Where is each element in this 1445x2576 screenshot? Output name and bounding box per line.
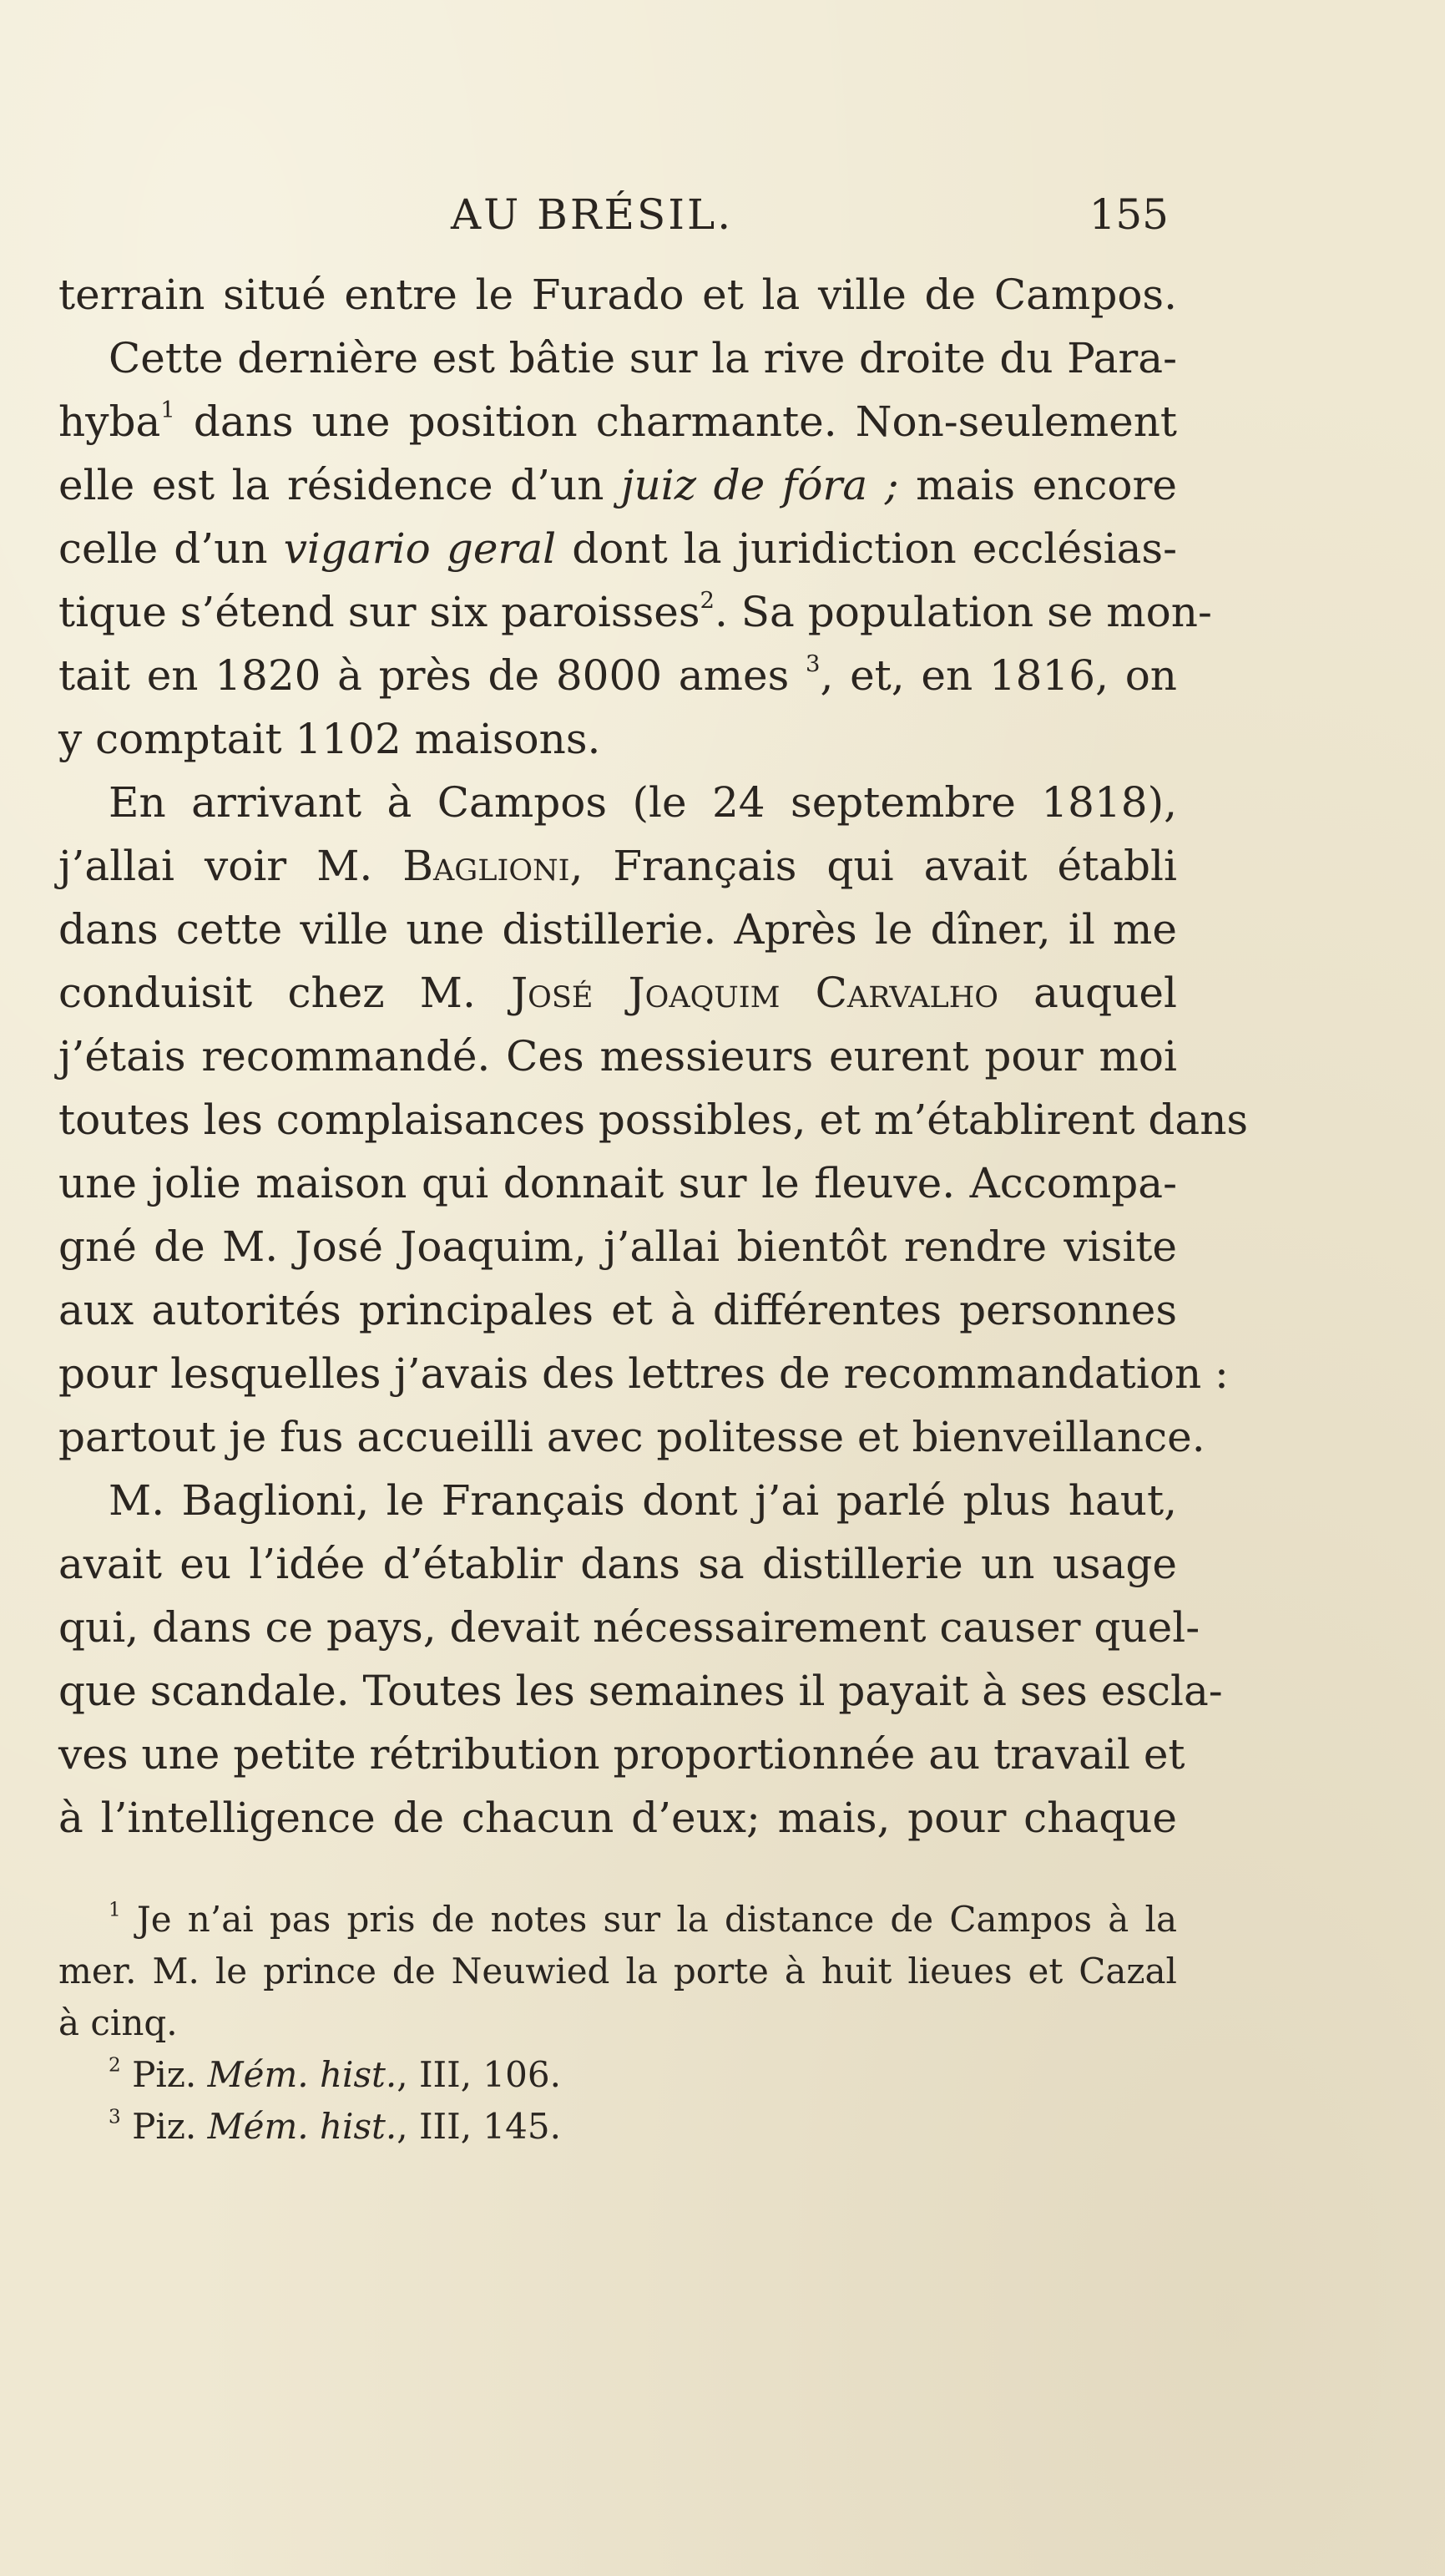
text-line: à l’intelligence de chacun d’eux; mais, pour chaque	[58, 1794, 1177, 1842]
text-line: tait en 1820 à près de 8000 ames $^3$, et, en 1816, on	[58, 650, 1177, 700]
text-line: aux autorités principales et à différentes personnes	[58, 1286, 1177, 1334]
text-line: qui, dans ce pays, devait nécessairement causer quel-	[58, 1603, 1200, 1652]
text-line: gné de M. José Joaquim, j’allai bientôt rendre visite	[58, 1222, 1177, 1271]
text-line: Cette dernière est bâtie sur la rive droite du Para-	[109, 334, 1177, 382]
text-line: y comptait 1102 maisons.	[58, 715, 601, 763]
text-line: toutes les complaisances possibles, et m’établirent dans	[58, 1096, 1249, 1144]
page-number: 155	[1089, 190, 1169, 239]
footnote-line: $^1$ Je n’ai pas pris de notes sur la distance de Campos à la	[109, 1899, 1177, 1940]
footnote-ref: 2	[700, 587, 715, 614]
footnote-mark: 3	[109, 2106, 121, 2128]
person-name: José Joaquim Carvalho	[511, 969, 998, 1017]
footnote-line: à cinq.	[58, 2002, 178, 2043]
text-line: pour lesquelles j’avais des lettres de recommandation :	[58, 1349, 1229, 1398]
text-line: M. Baglioni, le Français dont j’ai parlé plus haut,	[109, 1476, 1177, 1525]
text-line: terrain situé entre le Furado et la ville de Campos.	[58, 271, 1177, 319]
footnotes	[58, 1894, 1177, 2153]
footnote-line: $^2$ Piz. Mém. hist., III, 106.	[109, 2054, 561, 2095]
text-line: elle est la résidence d’un juiz de fóra ; mais encore	[58, 461, 1177, 509]
person-name: Baglioni	[402, 842, 570, 890]
text-line: En arrivant à Campos (le 24 septembre 1818),	[109, 778, 1177, 827]
text-line: que scandale. Toutes les semaines il payait à ses escla-	[58, 1667, 1223, 1715]
text-line: j’allai voir M. Baglioni, Français qui avait établi	[58, 842, 1178, 890]
text-line: conduisit chez M. José Joaquim Carvalho auquel	[58, 969, 1177, 1017]
text-line: dans cette ville une distillerie. Après le dîner, il me	[58, 905, 1177, 954]
text-line: partout je fus accueilli avec politesse et bienveillance.	[58, 1413, 1205, 1461]
body-text	[58, 263, 1249, 1850]
text-line: ves une petite rétribution proportionnée au travail et	[58, 1730, 1185, 1779]
footnote-line: mer. M. le prince de Neuwied la porte à huit lieues et Cazal	[58, 1951, 1177, 1991]
text-line: celle d’un vigario geral dont la juridiction ecclésias-	[58, 524, 1177, 573]
text-line: avait eu l’idée d’établir dans sa distillerie un usage	[58, 1540, 1177, 1588]
text-line: tique s’étend sur six paroisses$^2$. Sa population se mon-	[58, 587, 1212, 636]
text-line: une jolie maison qui donnait sur le fleuve. Accompa-	[58, 1159, 1177, 1207]
footnote-line: $^3$ Piz. Mém. hist., III, 145.	[109, 2106, 561, 2147]
footnote-mark: 2	[109, 2054, 121, 2077]
text-line: hyba$^1$ dans une position charmante. Non-seulement	[58, 397, 1177, 446]
running-title: AU BRÉSIL.	[451, 190, 734, 239]
page-header	[451, 190, 1169, 249]
footnote-ref: 3	[805, 650, 821, 677]
footnote-ref: 1	[160, 397, 175, 423]
text-line: j’étais recommandé. Ces messieurs eurent pour moi	[58, 1032, 1177, 1081]
footnote-mark: 1	[109, 1899, 121, 1921]
